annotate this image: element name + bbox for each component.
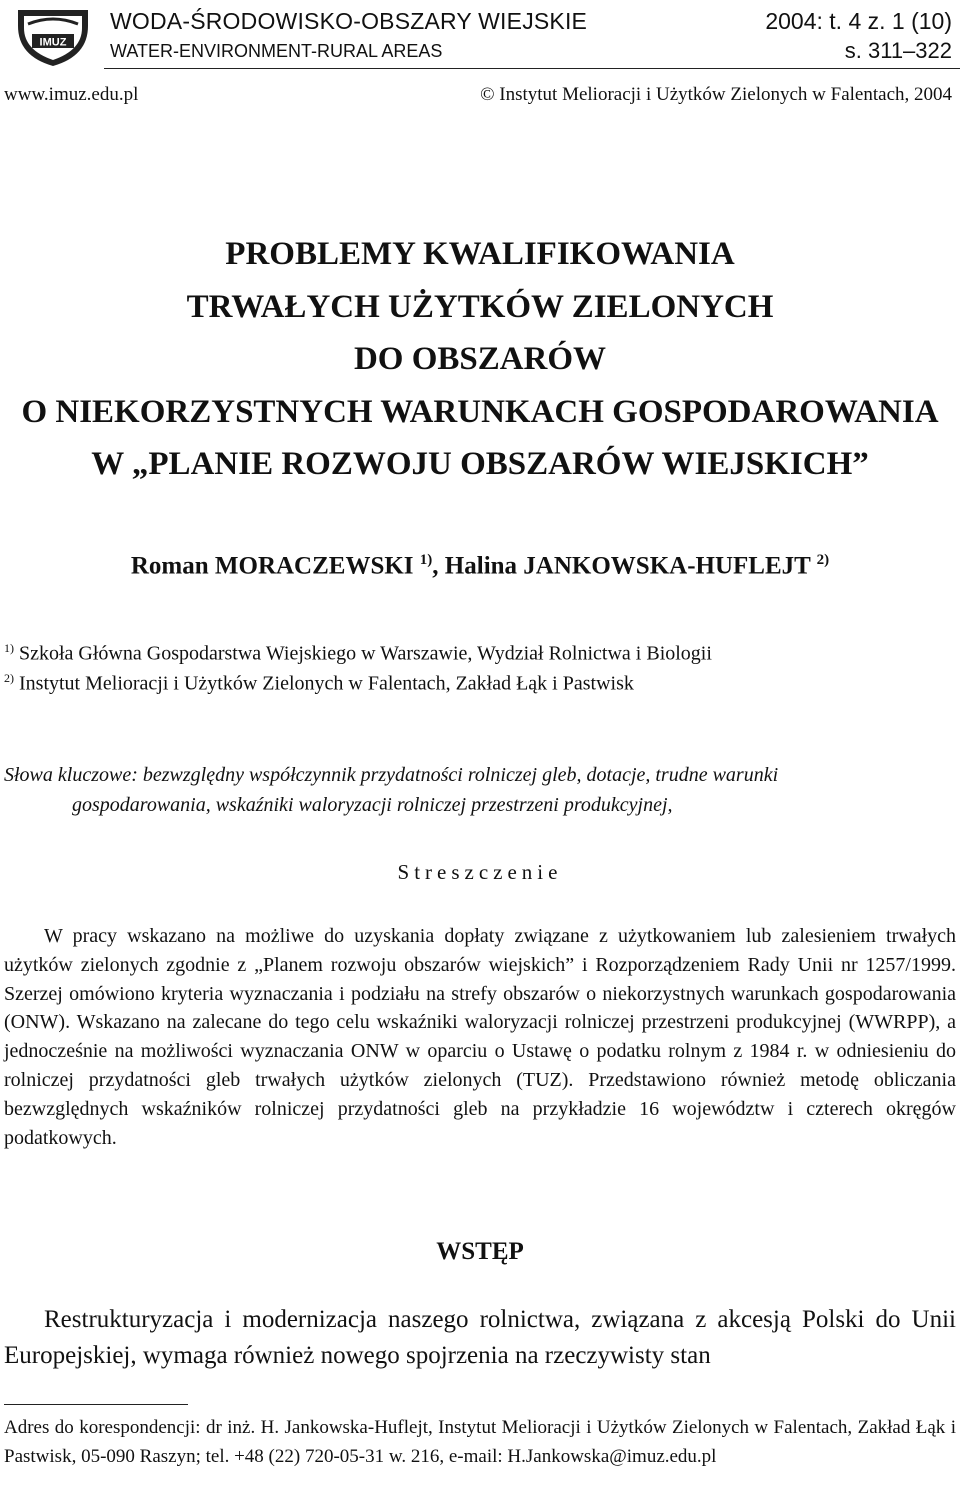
- affiliation-text: Instytut Melioracji i Użytków Zielonych w Falentach, Zakład Łąk i Pastwisk: [19, 672, 634, 695]
- keywords-line: Słowa kluczowe: bezwzględny współczynnik przydatności rolniczej gleb, dotacje, trudne warunki: [4, 764, 779, 786]
- authors: [0, 552, 960, 580]
- title-line: TRWAŁYCH UŻYTKÓW ZIELONYCH: [186, 288, 774, 325]
- affiliation-mark: 2): [816, 552, 830, 568]
- intro-paragraph: Restrukturyzacja i modernizacja naszego rolnictwa, związana z akcesją Polski do Unii Europejskiej, wymaga również nowego spojrzenia na rzeczywisty stan: [4, 1306, 956, 1369]
- title-line: PROBLEMY KWALIFIKOWANIA: [225, 236, 735, 272]
- journal-title-en: WATER-ENVIRONMENT-RURAL AREAS: [110, 41, 443, 61]
- page-range: s. 311–322: [844, 38, 952, 63]
- title-line: DO OBSZARÓW: [353, 341, 607, 377]
- affiliation: [4, 671, 634, 696]
- keywords: [4, 760, 956, 820]
- affiliation: [4, 641, 712, 666]
- abstract-text: W pracy wskazano na możliwe do uzyskania dopłaty związane z użytkowaniem lub zalesieniem trwałych użytków zielonych zgodnie z „Planem rozwoju obszarów wiejskich” i Rozporządzeniem Rady Unii nr 1257/1999. Szerzej omówiono kryteria wyznaczania i podziału na strefy obszarów o niekorzystnych warunkach gospodarowania (ONW). Wskazano na zalecane do tego celu wskaźniki waloryzacji rolniczej przestrzeni produkcyjnej (WWRPP), a jednocześnie na możliwości wyznaczania ONW w oparciu o Ustawę o podatku rolnym z 1984 r. w odniesieniu do rolniczej przydatności gleb trwałych użytków zielonych (TUZ). Przedstawiono również metodę obliczania bezwzględnych wskaźników rolniczej przydatności gleb na przykładzie 16 województw i czterech okręgów podatkowych.: [4, 925, 956, 1149]
- keywords-line: gospodarowania, wskaźniki waloryzacji rolniczej przestrzeni produkcyjnej,: [72, 794, 673, 816]
- title-line: W „PLANIE ROZWOJU OBSZARÓW WIEJSKICH”: [91, 446, 869, 482]
- volume-info: 2004: t. 4 z. 1 (10): [765, 8, 952, 34]
- logo-text: IMUZ: [39, 36, 67, 49]
- section-heading: WSTĘP: [436, 1238, 524, 1265]
- title-line: O NIEKORZYSTNYCH WARUNKACH GOSPODAROWANIA: [21, 393, 939, 430]
- copyright-notice: © Instytut Melioracji i Użytków Zielonych w Falentach, 2004: [480, 84, 952, 105]
- journal-title: [110, 6, 587, 66]
- website-link[interactable]: www.imuz.edu.pl: [4, 84, 139, 105]
- footnote-divider: [4, 1404, 188, 1405]
- imuz-logo: [8, 6, 98, 68]
- affiliation-mark: 1): [4, 641, 14, 655]
- author-name: Roman MORACZEWSKI: [130, 552, 414, 580]
- affiliation-mark: 2): [4, 671, 14, 685]
- correspondence-footnote: Adres do korespondencji: dr inż. H. Jankowska-Huflejt, Instytut Melioracji i Użytków Zielonych w Falentach, Zakład Łąk i Pastwisk, 05-090 Raszyn; tel. +48 (22) 720-05-31 w. 216, e-mail: H.Jankowska@imuz.edu.pl: [4, 1417, 956, 1467]
- paper-title: [0, 228, 960, 491]
- author-separator: ,: [432, 552, 439, 580]
- issue-info: [765, 6, 952, 66]
- header-divider: [104, 68, 960, 69]
- affiliation-mark: 1): [419, 552, 433, 568]
- author-name: Halina JANKOWSKA-HUFLEJT: [444, 552, 811, 580]
- abstract-heading: Streszczenie: [397, 860, 563, 884]
- affiliation-text: Szkoła Główna Gospodarstwa Wiejskiego w Warszawie, Wydział Rolnictwa i Biologii: [19, 642, 712, 665]
- journal-title-pl: WODA-ŚRODOWISKO-OBSZARY WIEJSKIE: [110, 8, 588, 34]
